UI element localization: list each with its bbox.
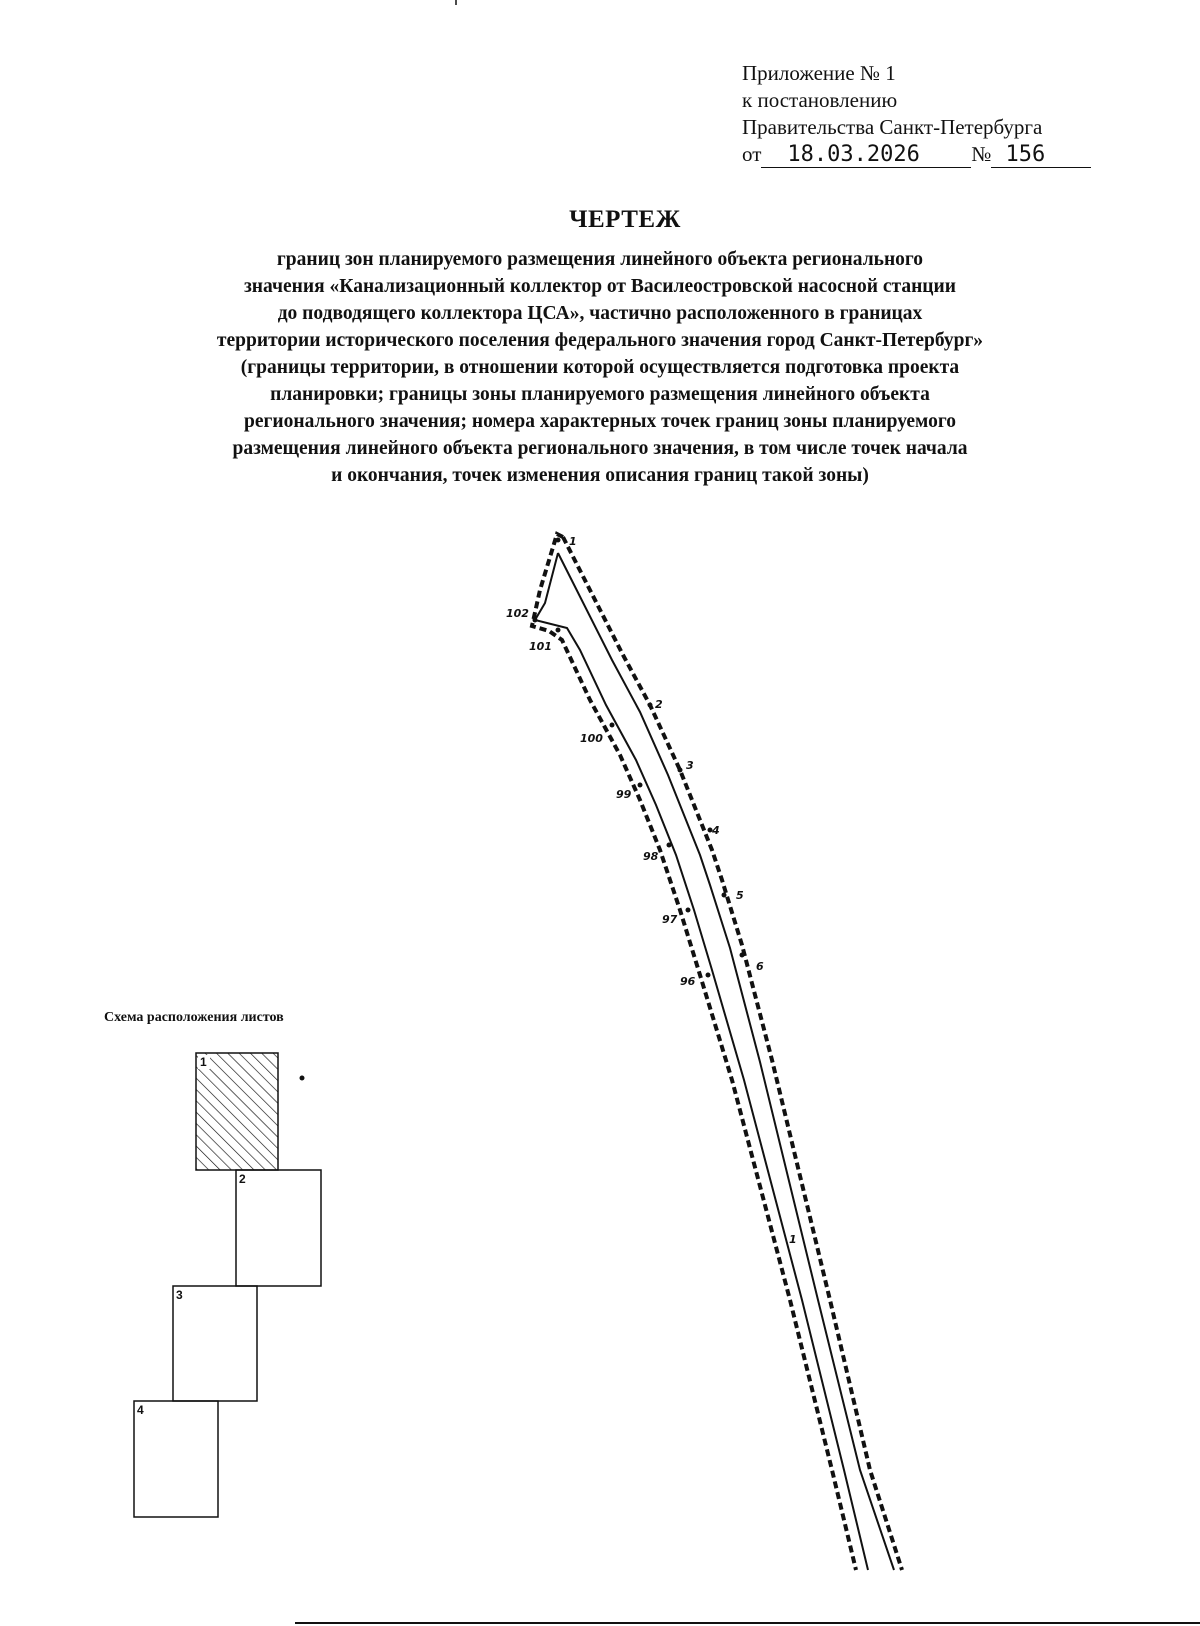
sheet-number-2: 2 <box>239 1172 246 1186</box>
vertex-point <box>556 628 561 633</box>
sheet-2 <box>236 1170 321 1286</box>
from-label: от <box>742 142 762 166</box>
territory-boundary-dashed <box>532 534 856 1570</box>
number-label: № <box>971 142 992 166</box>
subtitle-line: границ зон планируемого размещения линейного объекта регионального <box>276 249 924 270</box>
sheet-number-1: 1 <box>200 1055 207 1069</box>
decree-date: 18.03.2026 <box>761 143 971 168</box>
vertex-markers <box>533 538 745 978</box>
point-label-4: 4 <box>712 824 720 837</box>
subtitle-line: значения «Канализационный коллектор от Василеостровской насосной станции <box>243 276 957 297</box>
vertex-point <box>740 953 745 958</box>
scan-dot <box>300 1076 305 1081</box>
point-label-2: 2 <box>655 698 663 711</box>
subtitle-line: до подводящего коллектора ЦСА», частично расположенного в границах <box>277 303 923 324</box>
sheet-number-3: 3 <box>176 1288 183 1302</box>
sheet-3 <box>173 1286 257 1401</box>
vertex-point <box>722 893 727 898</box>
subtitle-line: размещения линейного объекта регионального значения, в том числе точек начала <box>232 438 968 459</box>
subtitle-line: планировки; границы зоны планируемого размещения линейного объекта <box>270 384 930 405</box>
zone-label: 1 <box>789 1233 797 1246</box>
subtitle-line: территории исторического поселения федерального значения город Санкт-Петербург» <box>216 330 984 351</box>
vertex-point <box>678 768 683 773</box>
appendix-line-3: Правительства Санкт-Петербурга <box>742 115 1043 139</box>
sheet-number-4: 4 <box>137 1403 144 1417</box>
vertex-point <box>667 843 672 848</box>
appendix-line-1: Приложение № 1 <box>742 61 896 85</box>
point-label-100: 100 <box>580 732 603 745</box>
vertex-point <box>648 703 653 708</box>
vertex-point <box>638 783 643 788</box>
sheet-4 <box>134 1401 218 1517</box>
point-label-5: 5 <box>736 889 744 902</box>
vertex-point <box>706 973 711 978</box>
subtitle-line: (границы территории, в отношении которой осуществляется подготовка проекта <box>240 357 960 378</box>
vertex-point <box>686 908 691 913</box>
sheet-1-current <box>196 1053 278 1170</box>
vertex-point <box>610 723 615 728</box>
subtitle-line: и окончания, точек изменения описания границ такой зоны) <box>331 465 869 486</box>
vertex-point <box>556 538 561 543</box>
appendix-line-2: к постановлению <box>742 88 898 112</box>
territory-boundary-dashed <box>563 537 902 1570</box>
point-label-101: 101 <box>529 640 552 653</box>
point-label-102: 102 <box>506 607 529 620</box>
page-title: ЧЕРТЕЖ <box>569 206 681 233</box>
decree-number: 156 <box>991 143 1091 168</box>
point-label-6: 6 <box>756 960 764 973</box>
point-label-98: 98 <box>643 850 659 863</box>
point-label-97: 97 <box>662 913 678 926</box>
point-label-3: 3 <box>686 759 694 772</box>
point-label-96: 96 <box>680 975 696 988</box>
subtitle-line: регионального значения; номера характерных точек границ зоны планируемого <box>244 411 956 432</box>
point-label-99: 99 <box>616 788 632 801</box>
sheet-scheme-title: Схема расположения листов <box>104 1010 284 1025</box>
vertex-point <box>533 618 538 623</box>
point-label-1: 1 <box>569 535 577 548</box>
sheet-scheme <box>134 1053 321 1517</box>
zone-boundary-solid <box>535 553 868 1570</box>
